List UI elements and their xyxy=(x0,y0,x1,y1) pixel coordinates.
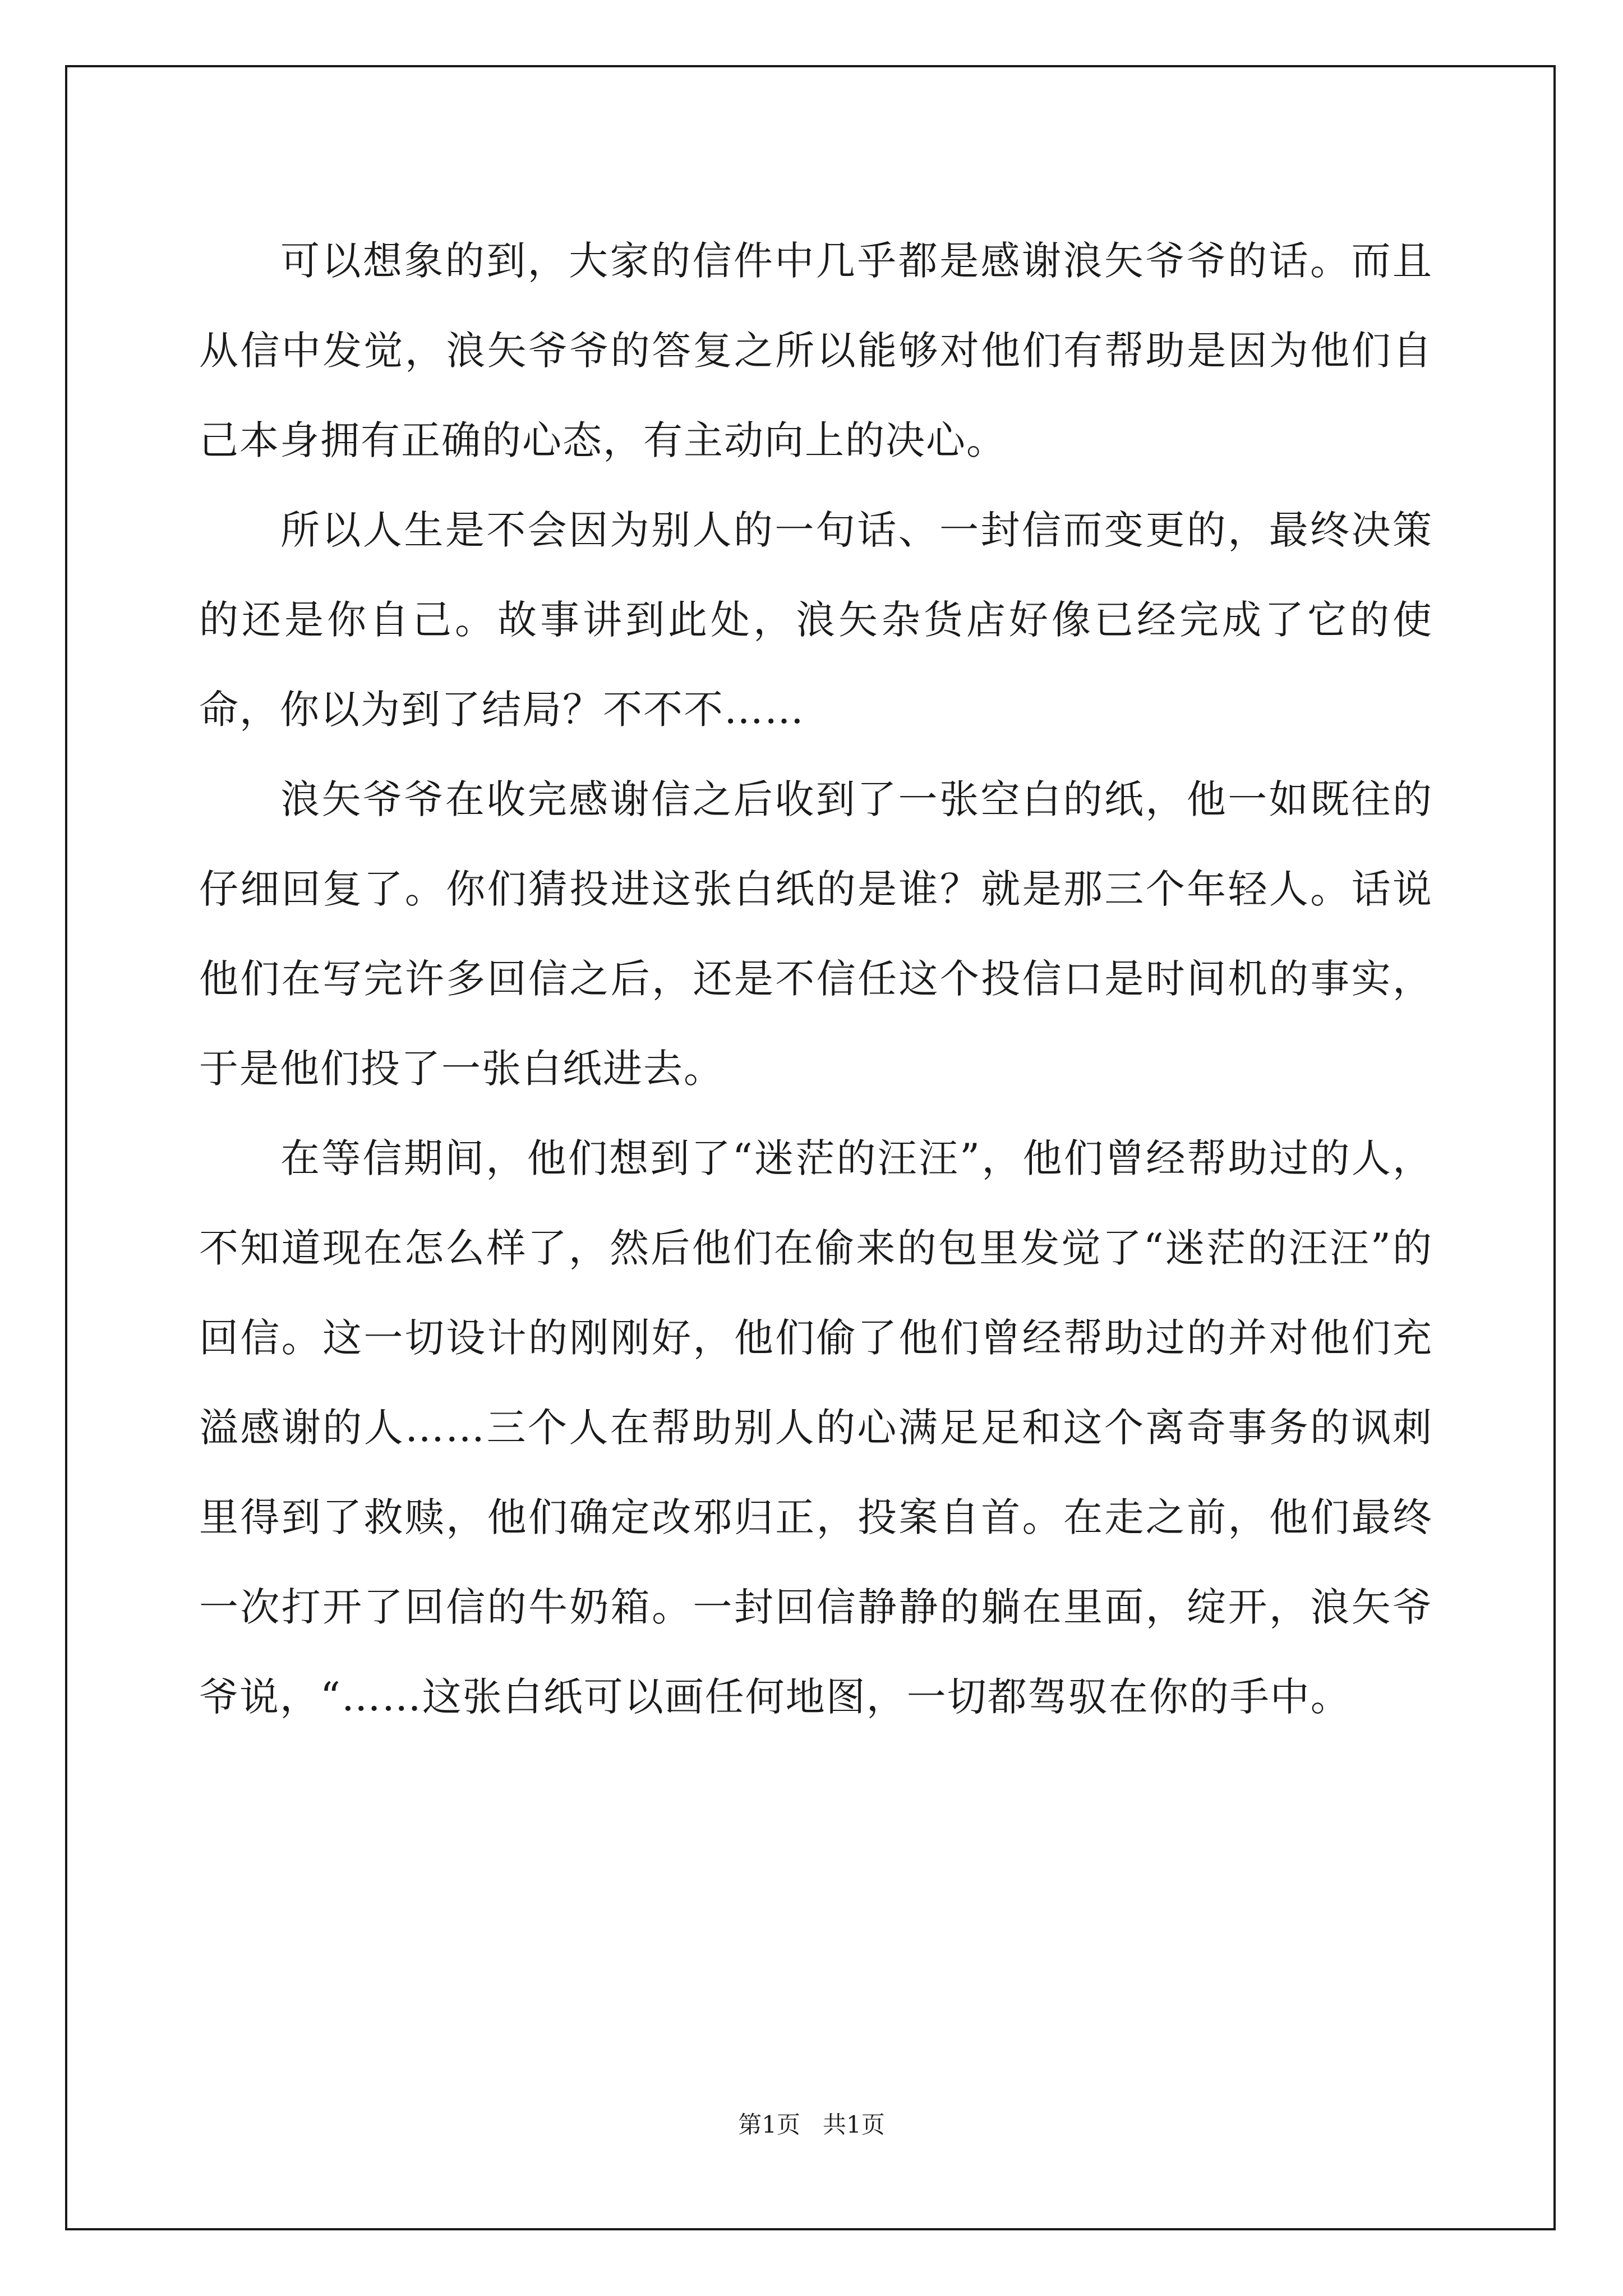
paragraph: 在等信期间，他们想到了“迷茫的汪汪”，他们曾经帮助过的人，不知道现在怎么样了，然后他们在偷来的包里发觉了“迷茫的汪汪”的回信。这一切设计的刚刚好，他们偷了他们曾经帮助过的并对他们充溢感谢的人……三个人在帮助别人的心满足足和这个离奇事务的讽刺里得到了救赎，他们确定改邪归正，投案自首。在走之前，他们最终一次打开了回信的牛奶箱。一封回信静静的躺在里面，绽开，浪矢爷爷说，“……这张白纸可以画任何地图，一切都驾驭在你的手中。 xyxy=(199,1135,1433,1720)
page-footer: 第1页 共1页 xyxy=(738,2111,885,2138)
paragraph: 浪矢爷爷在收完感谢信之后收到了一张空白的纸，他一如既往的仔细回复了。你们猜投进这张白纸的是谁？就是那三个年轻人。话说他们在写完许多回信之后，还是不信任这个投信口是时间机的事实，于是他们投了一张白纸进去。 xyxy=(199,776,1433,1092)
paragraph: 所以人生是不会因为别人的一句话、一封信而变更的，最终决策的还是你自己。故事讲到此处，浪矢杂货店好像已经完成了它的使命，你以为到了结局？不不不…… xyxy=(199,507,1433,733)
paragraph: 可以想象的到，大家的信件中几乎都是感谢浪矢爷爷的话。而且从信中发觉，浪矢爷爷的答复之所以能够对他们有帮助是因为他们自己本身拥有正确的心态，有主动向上的决心。 xyxy=(199,238,1433,463)
document-body xyxy=(199,216,1433,1742)
